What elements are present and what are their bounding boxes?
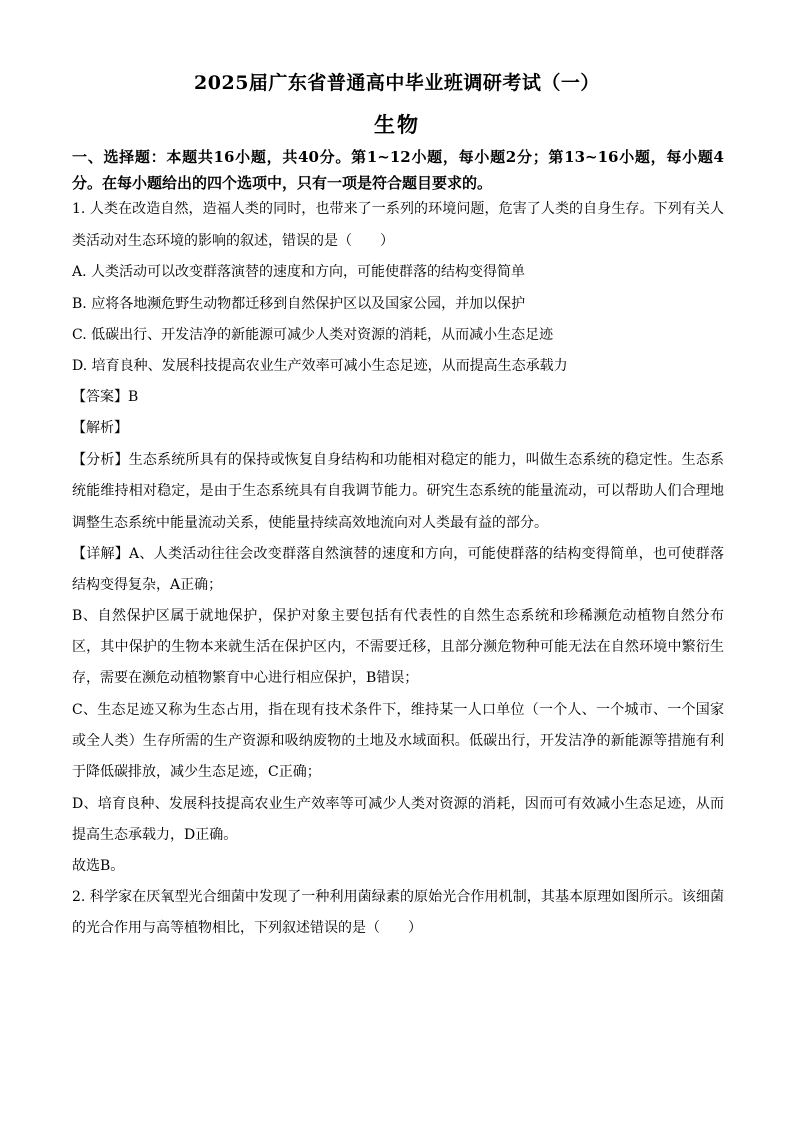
detail-line: D、培育良种、发展科技提高农业生产效率等可减少人类对资源的消耗，因而可有效减小生态足迹，从而 <box>72 796 724 812</box>
option-d: D. 培育良种、发展科技提高农业生产效率可减小生态足迹，从而提高生态承载力 <box>72 358 568 374</box>
analysis-label: 【解析】 <box>72 420 128 436</box>
analysis-line: 调整生态系统中能量流动关系，使能量持续高效地流向对人类最有益的部分。 <box>72 515 548 531</box>
detail-line: 或全人类）生存所需的生产资源和吸纳废物的土地及水域面积。低碳出行，开发洁净的新能源等措施有利 <box>72 733 724 749</box>
question-2-stem-line-2: 的光合作用与高等植物相比，下列叙述错误的是（ ） <box>72 920 422 936</box>
detail-line: C、生态足迹又称为生态占用，指在现有技术条件下，维持某一人口单位（一个人、一个城市、一个国家 <box>72 702 724 718</box>
analysis-line: 统能维持相对稳定，是由于生态系统具有自我调节能力。研究生态系统的能量流动，可以帮助人们合理地 <box>72 483 724 499</box>
detail-line: 提高生态承载力，D正确。 <box>72 827 238 843</box>
answer-label: 【答案】B <box>72 389 139 405</box>
question-2-stem-line-1: 2. 科学家在厌氧型光合细菌中发现了一种利用菌绿素的原始光合作用机制，其基本原理如图所示。该细菌 <box>72 889 724 905</box>
option-b: B. 应将各地濒危野生动物都迁移到自然保护区以及国家公园，并加以保护 <box>72 296 526 312</box>
option-a: A. 人类活动可以改变群落演替的速度和方向，可能使群落的结构变得简单 <box>72 264 526 280</box>
detail-line: 区，其中保护的生物本来就生活在保护区内，不需要迁移，且部分濒危物种可能无法在自然环境中繁衍生 <box>72 639 724 655</box>
detail-line: 【详解】A、人类活动往往会改变群落自然演替的速度和方向，可能使群落的结构变得简单，也可使群落 <box>72 546 724 562</box>
question-1-stem-line-1: 1. 人类在改造自然，造福人类的同时，也带来了一系列的环境问题，危害了人类的自身生存。下列有关人 <box>72 201 724 217</box>
detail-line: 于降低碳排放，减少生态足迹，C正确； <box>72 764 321 780</box>
option-c: C. 低碳出行、开发洁净的新能源可减少人类对资源的消耗，从而减小生态足迹 <box>72 327 554 343</box>
analysis-line: 【分析】生态系统所具有的保持或恢复自身结构和功能相对稳定的能力，叫做生态系统的稳定性。生态系 <box>72 452 724 468</box>
section-instructions: 一、选择题：本题共16小题，共40分。第1~12小题，每小题2分；第13~16小题，每小题4分。在每小题给出的四个选项中，只有一项是符合题目要求的。 <box>72 148 724 192</box>
question-1-stem-line-2: 类活动对生态环境的影响的叙述，错误的是（ ） <box>72 233 394 249</box>
detail-line: 存，需要在濒危动植物繁育中心进行相应保护，B错误； <box>72 670 419 686</box>
detail-line: 结构变得复杂，A正确； <box>72 577 223 593</box>
conclusion-line: 故选B。 <box>72 858 125 874</box>
subject-heading: 生物 <box>374 112 420 137</box>
exam-title: 2025届广东省普通高中毕业班调研考试（一） <box>194 72 600 94</box>
detail-line: B、自然保护区属于就地保护，保护对象主要包括有代表性的自然生态系统和珍稀濒危动植物自然分布 <box>72 608 724 624</box>
